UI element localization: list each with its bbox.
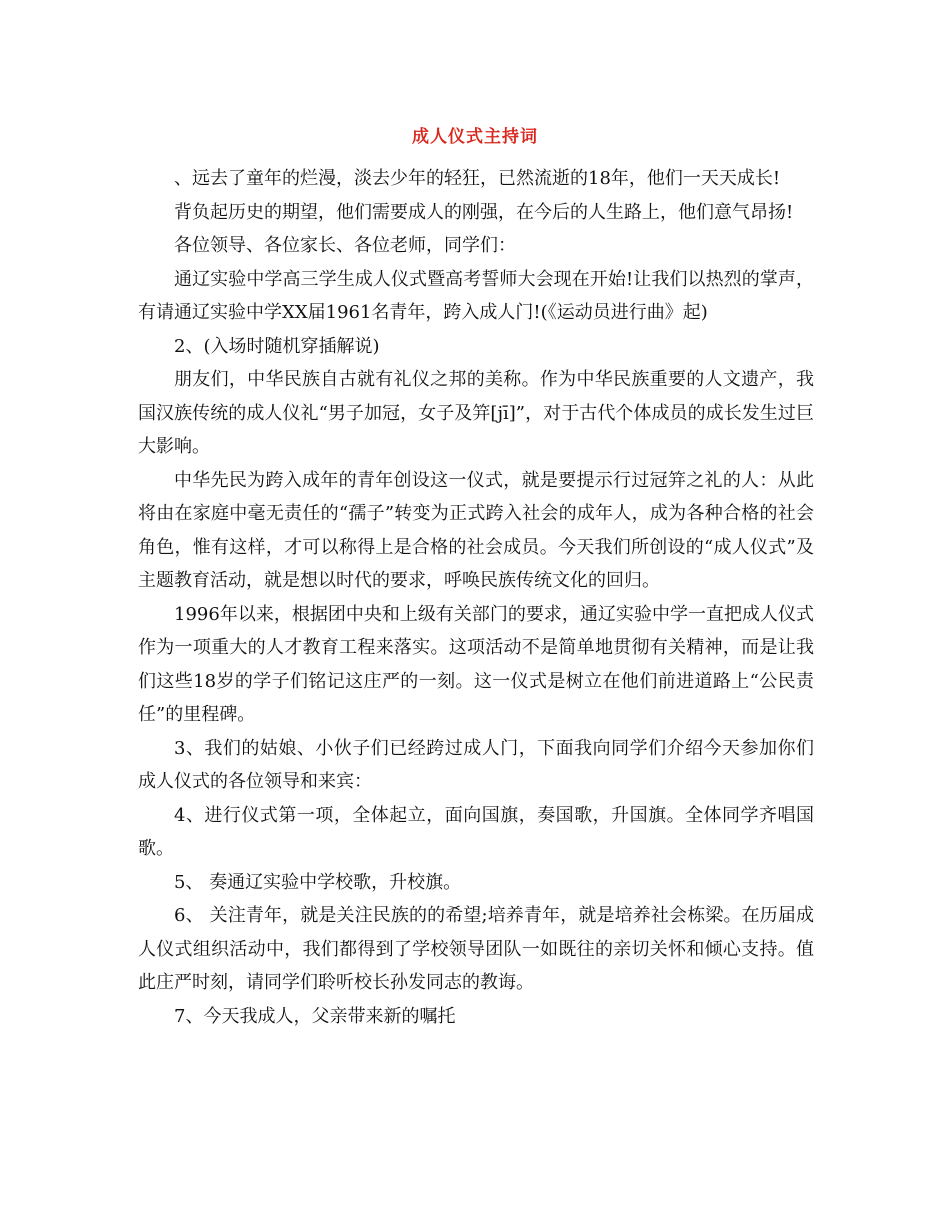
paragraph: 7、今天我成人，父亲带来新的嘱托 — [174, 1005, 456, 1027]
paragraph: 1996年以来，根据团中央和上级有关部门的要求，通辽实验中学一直把成人仪式作为一项重大的人才教育工程来落实。这项活动不是简单地贯彻有关精神，而是让我们这些18岁的学子们铭记这庄严的一刻。这一仪式是树立在他们前进道路上“公民责任”的里程碑。 — [138, 603, 814, 725]
paragraph: 背负起历史的期望，他们需要成人的刚强，在今后的人生路上，他们意气昂扬! — [174, 201, 794, 223]
paragraph: 6、 关注青年，就是关注民族的的希望;培养青年，就是培养社会栋梁。在历届成人仪式组织活动中，我们都得到了学校领导团队一如既往的亲切关怀和倾心支持。值此庄严时刻，请同学们聆听校长孙发同志的教诲。 — [138, 905, 814, 993]
paragraph: 4、进行仪式第一项，全体起立，面向国旗，奏国歌，升国旗。全体同学齐唱国歌。 — [138, 804, 814, 859]
paragraph: 、远去了童年的烂漫，淡去少年的轻狂，已然流逝的18年，他们一天天成长! — [174, 168, 781, 189]
paragraph: 朋友们，中华民族自古就有礼仪之邦的美称。作为中华民族重要的人文遗产，我国汉族传统的成人仪礼“男子加冠，女子及笄[jī]”，对于古代个体成员的成长发生过巨大影响。 — [138, 369, 814, 457]
paragraph: 5、 奏通辽实验中学校歌，升校旗。 — [174, 871, 462, 893]
document-body — [138, 162, 814, 1033]
paragraph: 3、我们的姑娘、小伙子们已经跨过成人门，下面我向同学们介绍今天参加你们成人仪式的各位领导和来宾： — [138, 737, 814, 792]
paragraph: 各位领导、各位家长、各位老师，同学们： — [174, 235, 516, 256]
paragraph: 2、(入场时随机穿插解说) — [174, 335, 380, 357]
paragraph: 通辽实验中学高三学生成人仪式暨高考誓师大会现在开始!让我们以热烈的掌声，有请通辽实验中学XX届1961名青年，跨入成人门!(《运动员进行曲》起) — [138, 268, 814, 323]
paragraph: 中华先民为跨入成年的青年创设这一仪式，就是要提示行过冠笄之礼的人：从此将由在家庭中毫无责任的“孺子”转变为正式跨入社会的成年人，成为各种合格的社会角色，惟有这样，才可以称得上是合格的社会成员。今天我们所创设的“成人仪式”及主题教育活动，就是想以时代的要求，呼唤民族传统文化的回归。 — [138, 469, 814, 591]
document-title: 成人仪式主持词 — [412, 127, 538, 147]
